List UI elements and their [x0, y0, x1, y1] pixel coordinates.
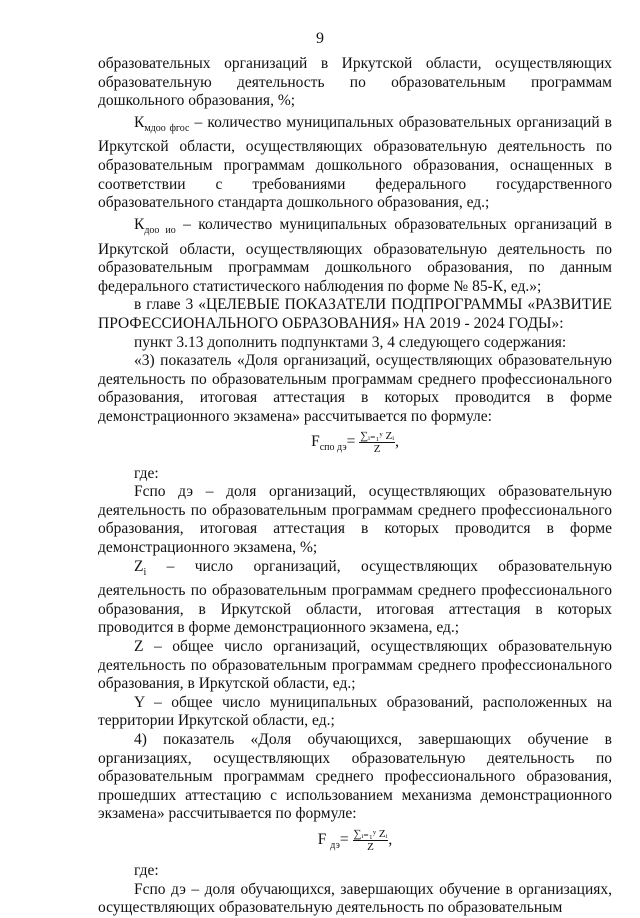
paragraph-k-doo-text: – количество муниципальных образовательных организаций в Иркутской области, осуществляющих образовательную деятельность по образовательным программам дошкольного образования, по данным федерального статистического наблюдения по форме № 85-К, ед.»;: [98, 215, 612, 295]
formula-1-lhs: F: [311, 433, 320, 451]
symbol-k-subscript: доо ио: [144, 224, 176, 236]
paragraph-k-mdoo: [98, 114, 612, 213]
formula-2: [98, 828, 612, 856]
symbol-z-subscript: i: [143, 566, 147, 578]
formula-1-lhs-subscript: спо дэ: [319, 442, 347, 454]
where-label-1: где:: [134, 464, 159, 482]
page-number: 9: [316, 30, 324, 47]
formula-1-tail: ,: [395, 433, 399, 451]
formula-2-tail: ,: [388, 831, 393, 849]
document-body: [98, 55, 612, 918]
paragraph-y-def: Y – общее число муниципальных образований, расположенных на территории Иркутской области, ед.;: [98, 693, 612, 730]
formula-2-fraction: [353, 828, 389, 853]
where-label-2: где:: [134, 862, 159, 880]
formula-2-numerator: ∑ᵢ₌₁ʸ Zᵢ: [353, 828, 388, 840]
paragraph-zi-def-text: – число организаций, осуществляющих образовательную деятельность по образовательным программам среднего профессионального образования, в Иркутской области, итоговая аттестация в которых проводится в форме демонстрационного экзамена, ед.;: [98, 557, 612, 637]
paragraph-chapter-3: в главе 3 «ЦЕЛЕВЫЕ ПОКАЗАТЕЛИ ПОДПРОГРАММЫ «РАЗВИТИЕ ПРОФЕССИОНАЛЬНОГО ОБРАЗОВАНИЯ» НА 2019 - 2024 ГОДЫ»:: [98, 296, 612, 332]
formula-1-equals: =: [346, 433, 360, 451]
symbol-k: К: [134, 215, 145, 233]
paragraph-indicator-4: 4) показатель «Доля обучающихся, завершающих обучение в организациях, осуществляющих образовательную деятельность по образовательным программам среднего профессионального образования, прошедших аттестацию с использованием механизма демонстрационного экзамена» рассчитывается по формуле:: [98, 731, 612, 823]
formula-2-equals: =: [339, 831, 353, 849]
paragraph-fspo-def-1: Fспо дэ – доля организаций, осуществляющих образовательную деятельность по образовательным программам среднего профессионального образования, итоговая аттестация в которых проводится в форме демонстрационного экзамена, %;: [98, 483, 612, 556]
formula-1-numerator: ∑ᵢ₌₁ʸ Zᵢ: [360, 430, 395, 443]
paragraph-item-3-13: пункт 3.13 дополнить подпунктами 3, 4 следующего содержания:: [134, 333, 567, 351]
paragraph-k-doo: [98, 216, 612, 296]
formula-2-lhs-subscript: дэ: [330, 840, 340, 852]
formula-1: [98, 430, 612, 458]
paragraph-k-mdoo-text: – количество муниципальных образовательных организаций в Иркутской области, осуществляющих образовательную деятельность по образовательным программам дошкольного образования, оснащенных в соответствии с требованиями федерального государственного образовательного стандарта дошкольного образования, ед.;: [98, 113, 612, 212]
paragraph-fspo-def-2: Fспо дэ – доля обучающихся, завершающих обучение в организациях, осуществляющих образовательную деятельность по образовательным: [98, 880, 612, 917]
symbol-z: Z: [134, 557, 144, 575]
formula-1-fraction: [359, 430, 395, 455]
formula-1-denominator: Z: [373, 443, 381, 456]
symbol-k-subscript: мдоо фгос: [144, 122, 190, 134]
formula-2-lhs: F: [317, 831, 331, 849]
paragraph-indicator-3: «3) показатель «Доля организаций, осуществляющих образовательную деятельность по образовательным программам среднего профессионального образования, итоговая аттестация в которых проводится в форме демонстрационного экзамена» рассчитывается по формуле:: [98, 352, 612, 425]
symbol-k: К: [134, 113, 145, 131]
paragraph-z-def: Z – общее число организаций, осуществляющих образовательную деятельность по образовательным программам среднего профессионального образования, в Иркутской области, ед.;: [98, 638, 612, 693]
formula-2-denominator: Z: [367, 841, 374, 853]
paragraph-zi-def: [98, 558, 612, 638]
paragraph-1: образовательных организаций в Иркутской области, осуществляющих образовательную деятельность по образовательным программам дошкольного образования, %;: [98, 55, 612, 110]
